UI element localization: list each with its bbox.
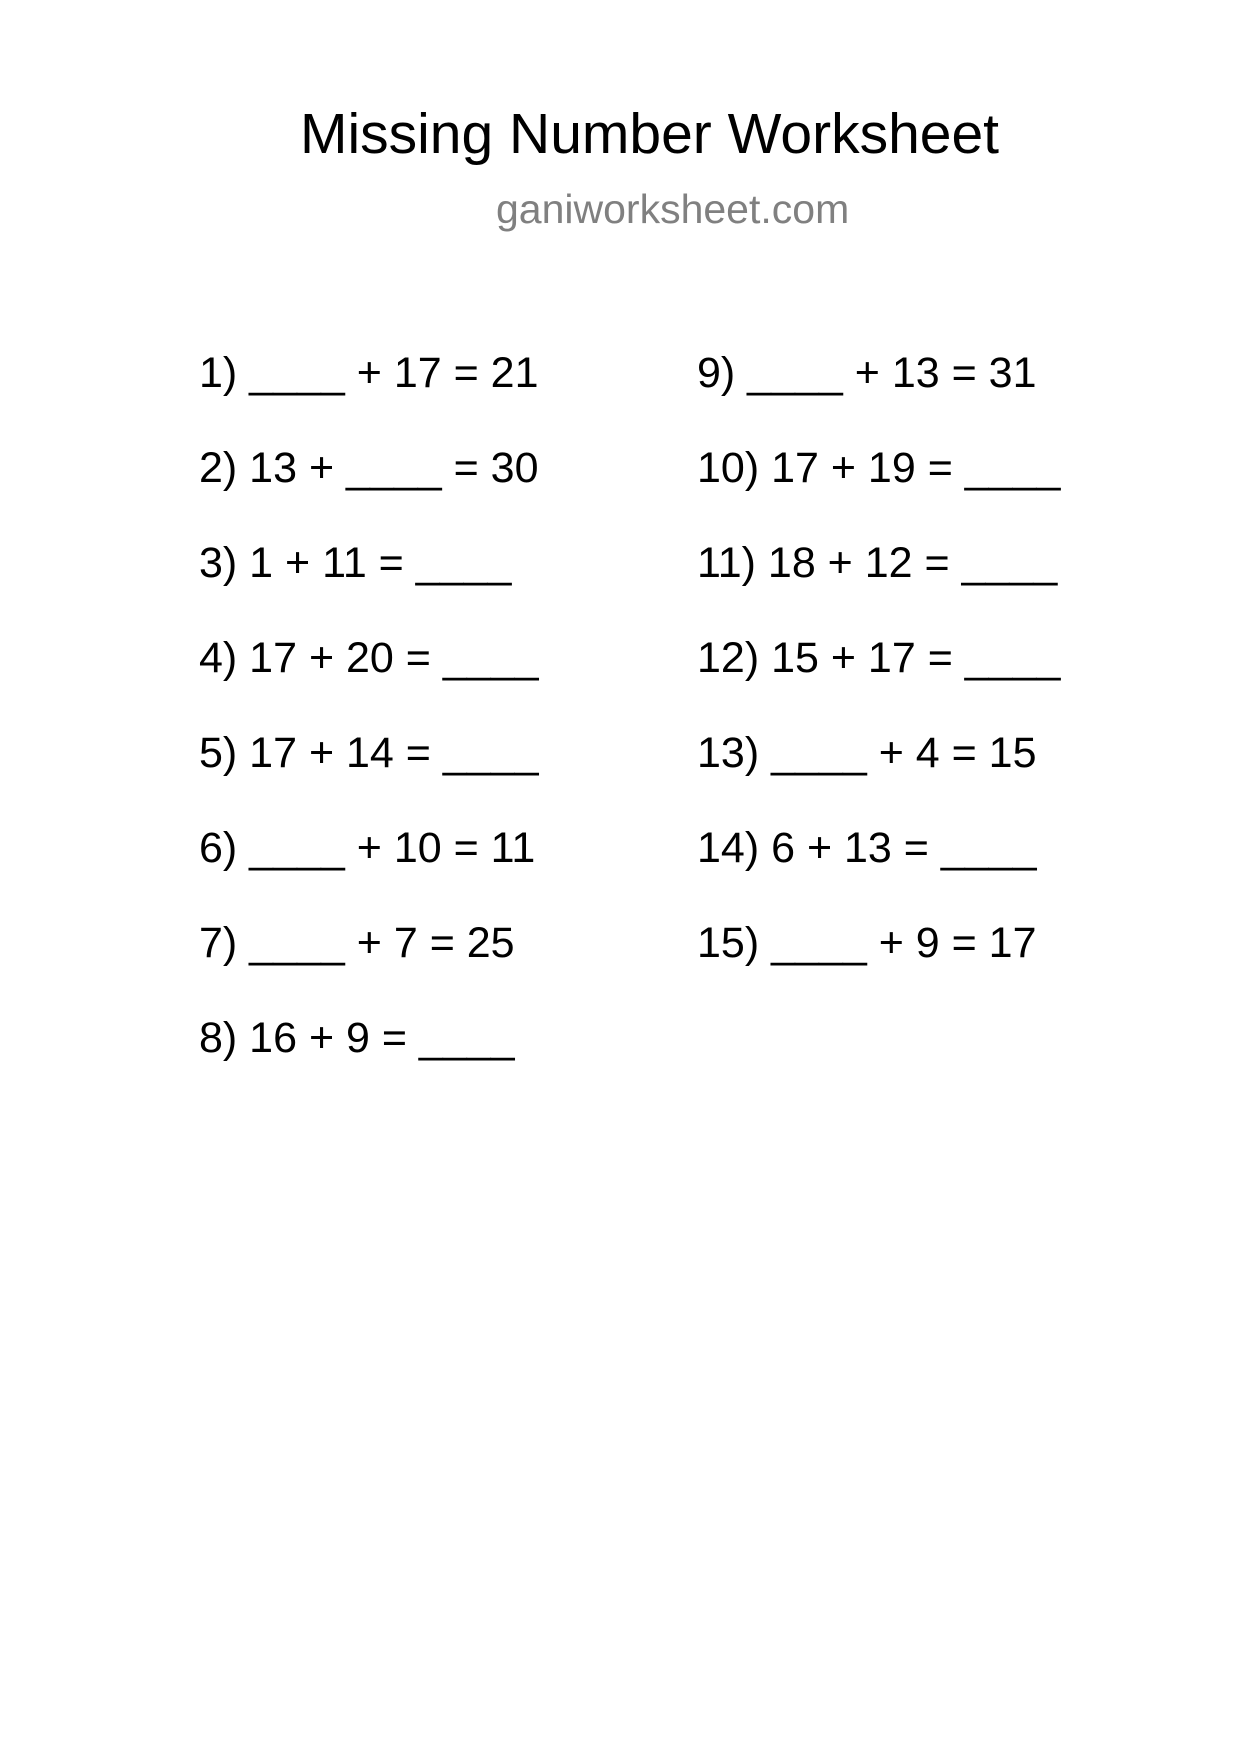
worksheet-title: Missing Number Worksheet <box>300 102 1000 166</box>
worksheet-source: ganiworksheet.com <box>496 186 850 232</box>
problem-column-right <box>697 345 1137 1010</box>
problem-2: 2) 13 + ____ = 30 <box>199 444 539 492</box>
problem-9: 9) ____ + 13 = 31 <box>697 349 1037 397</box>
problem-7: 7) ____ + 7 = 25 <box>199 919 515 967</box>
problem-8: 8) 16 + 9 = ____ <box>199 1014 515 1062</box>
problem-10: 10) 17 + 19 = ____ <box>697 444 1061 492</box>
problem-12: 12) 15 + 17 = ____ <box>697 634 1061 682</box>
problem-11: 11) 18 + 12 = ____ <box>697 539 1058 587</box>
problem-14: 14) 6 + 13 = ____ <box>697 824 1037 872</box>
problem-13: 13) ____ + 4 = 15 <box>697 729 1037 777</box>
problem-6: 6) ____ + 10 = 11 <box>199 824 536 872</box>
problem-1: 1) ____ + 17 = 21 <box>199 349 539 397</box>
problem-column-left <box>199 345 639 1105</box>
problem-4: 4) 17 + 20 = ____ <box>199 634 539 682</box>
problem-15: 15) ____ + 9 = 17 <box>697 919 1037 967</box>
problem-3: 3) 1 + 11 = ____ <box>199 539 512 587</box>
problem-5: 5) 17 + 14 = ____ <box>199 729 539 777</box>
